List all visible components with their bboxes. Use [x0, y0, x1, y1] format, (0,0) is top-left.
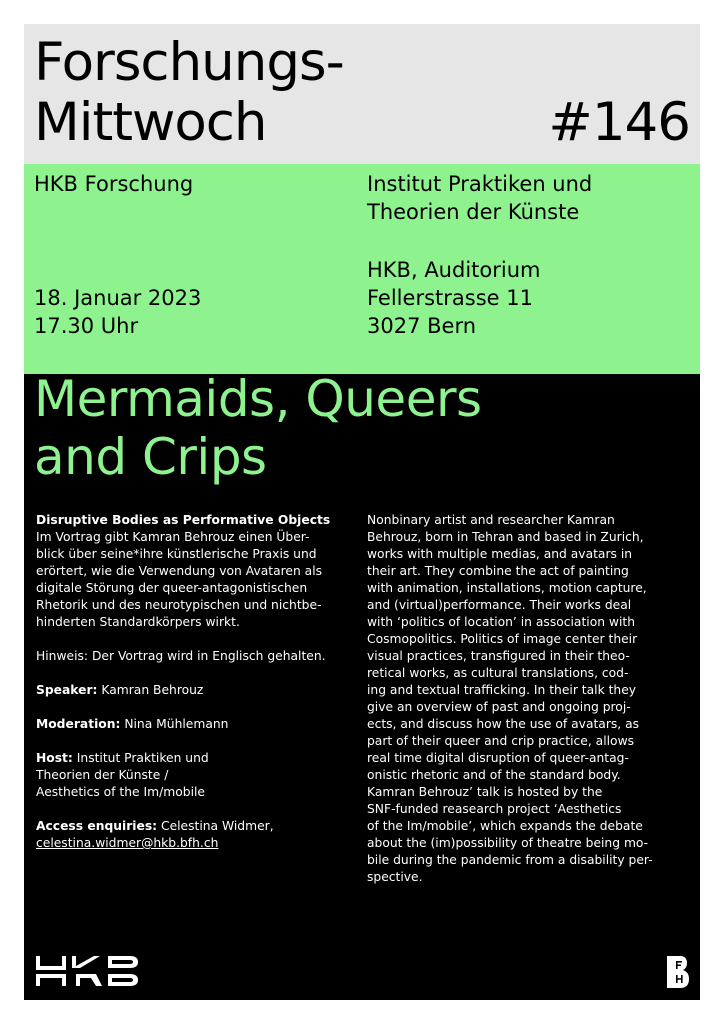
description-line: part of their queer and crip practice, allows	[367, 734, 635, 748]
access-label: Access enquiries:	[36, 819, 158, 833]
description-line: works with multiple medias, and avatars in	[367, 547, 633, 561]
bfh-logo	[667, 956, 689, 988]
german-text-line: digitale Störung der queer-antagonistischen	[36, 581, 308, 595]
moderation-label: Moderation:	[36, 717, 121, 731]
info-band	[24, 164, 700, 374]
institute-line-2: Theorien der Künste	[367, 200, 580, 224]
description-line: their art. They combine the act of painting	[367, 564, 629, 578]
german-text-line: Im Vortrag gibt Kamran Behrouz einen Über-	[36, 530, 310, 544]
right-column	[367, 512, 692, 886]
description-line: Nonbinary artist and researcher Kamran	[367, 513, 615, 527]
description-line: real time digital disruption of queer-antag-	[367, 751, 629, 765]
description-line: Kamran Behrouz’ talk is hosted by the	[367, 785, 603, 799]
description-line: spective.	[367, 870, 423, 884]
talk-subtitle: Disruptive Bodies as Performative Objects	[36, 513, 331, 527]
title-line-2: Mittwoch	[34, 92, 267, 153]
description-line: visual practices, transfigured in their theo-	[367, 649, 630, 663]
description-line: with animation, installations, motion capture,	[367, 581, 647, 595]
organizer: HKB Forschung	[34, 172, 194, 196]
event-time: 17.30 Uhr	[34, 314, 139, 338]
description-line: give an overview of past and ongoing proj-	[367, 700, 631, 714]
talk-title-line-2: and Crips	[34, 428, 267, 486]
title-line-1: Forschungs-	[34, 32, 344, 93]
description-line: SNF-funded reasearch project ‘Aesthetics	[367, 802, 622, 816]
description-line: retical works, as cultural translations, cod-	[367, 666, 629, 680]
event-number: #146	[548, 92, 690, 153]
host-line-3: Aesthetics of the Im/mobile	[36, 785, 205, 799]
speaker-label: Speaker:	[36, 683, 98, 697]
hkb-logo	[36, 956, 138, 988]
left-column	[36, 512, 356, 869]
description-line: Cosmopolitics. Politics of image center their	[367, 632, 638, 646]
host-line-2: Theorien der Künste /	[36, 768, 169, 782]
german-text-line: Rhetorik und des neurotypischen und nichtbe-	[36, 598, 322, 612]
venue-line-2: Fellerstrasse 11	[367, 286, 533, 310]
event-date: 18. Januar 2023	[34, 286, 202, 310]
description-line: onistic rhetoric and of the standard body.	[367, 768, 621, 782]
description-line: bile during the pandemic from a disability per-	[367, 853, 653, 867]
talk-title	[34, 370, 482, 486]
title-band	[24, 24, 700, 164]
host-line-1: Institut Praktiken und	[72, 751, 209, 765]
description-line: ects, and discuss how the use of avatars, as	[367, 717, 640, 731]
talk-title-line-1: Mermaids, Queers	[34, 370, 482, 428]
venue-line-3: 3027 Bern	[367, 314, 477, 338]
host-label: Host:	[36, 751, 73, 765]
german-text-line: hinderten Standardkörpers wirkt.	[36, 615, 240, 629]
access-email-link[interactable]: celestina.widmer@hkb.bfh.ch	[36, 836, 219, 850]
speaker-name: Kamran Behrouz	[97, 683, 204, 697]
description-line: with ‘politics of location’ in association with	[367, 615, 636, 629]
german-text-line: erörtert, wie die Verwendung von Avataren als	[36, 564, 323, 578]
description-line: of the Im/mobile’, which expands the debate	[367, 819, 643, 833]
access-name: Celestina Widmer,	[157, 819, 274, 833]
language-note: Hinweis: Der Vortrag wird in Englisch gehalten.	[36, 649, 326, 663]
description-line: ing and textual trafficking. In their talk they	[367, 683, 637, 697]
description-line: about the (im)possibility of theatre being mo-	[367, 836, 649, 850]
institute-line-1: Institut Praktiken und	[367, 172, 593, 196]
venue-line-1: HKB, Auditorium	[367, 258, 541, 282]
german-text-line: blick über seine*ihre künstlerische Praxis und	[36, 547, 317, 561]
moderation-name: Nina Mühlemann	[120, 717, 229, 731]
description-line: Behrouz, born in Tehran and based in Zurich,	[367, 530, 644, 544]
poster	[24, 24, 700, 1000]
description-line: and (virtual)performance. Their works deal	[367, 598, 632, 612]
